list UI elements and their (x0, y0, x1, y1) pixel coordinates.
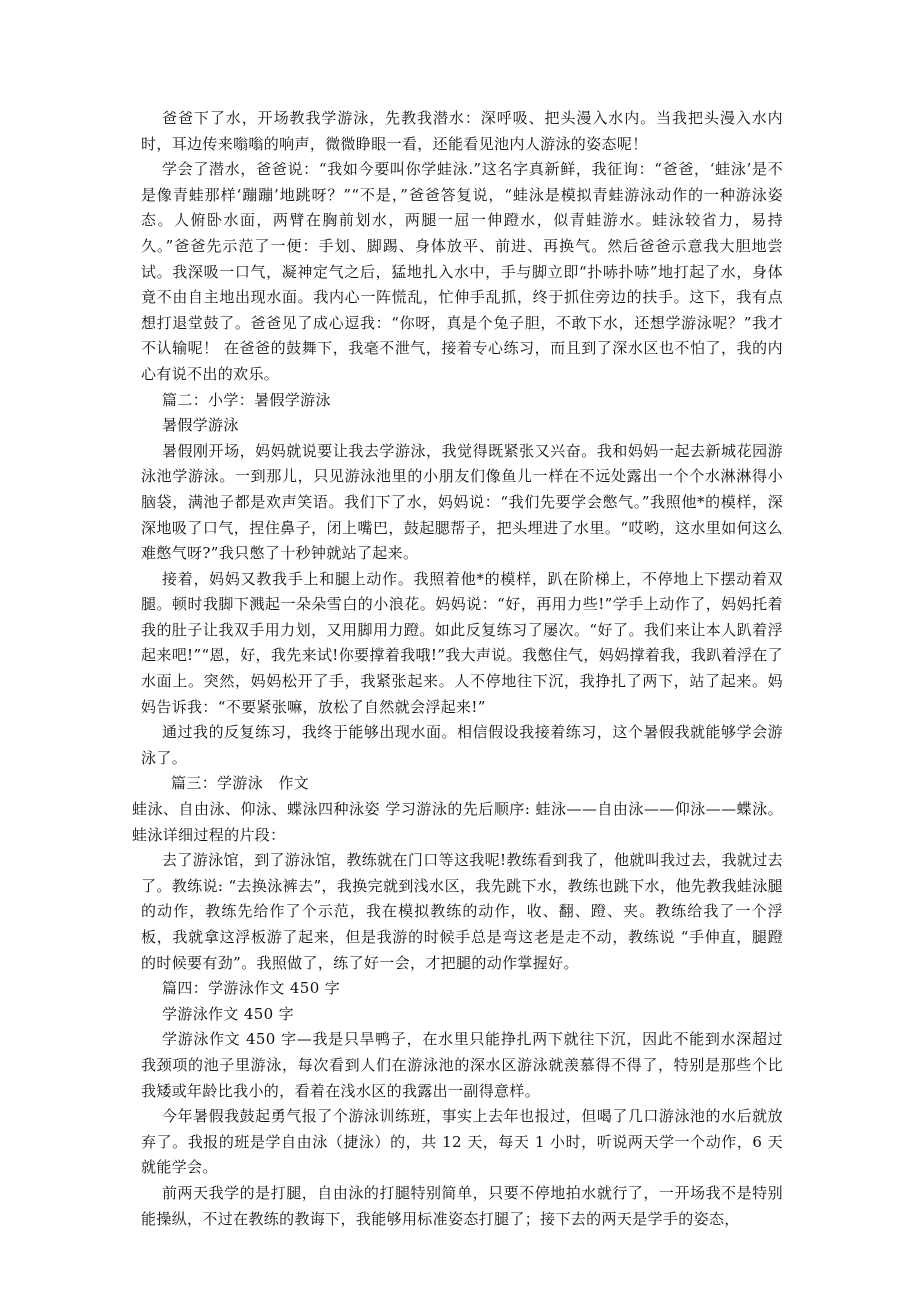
paragraph-training-class: 今年暑假我鼓起勇气报了个游泳训练班，事实上去年也报过，但喝了几口游泳池的水后就放弃了。我报的班是学自由泳（捷泳）的，共 12 天，每天 1 小时，听说两天学一个动作，6 天就能学会。 (141, 1107, 783, 1177)
paragraph-conclusion: 通过我的反复练习，我终于能够出现水面。相信假设我接着练习，这个暑假我就能够学会游泳了。 (141, 723, 783, 767)
section-heading-part-four: 篇四：学游泳作文 450 字 (162, 979, 341, 998)
section-heading-part-three: 篇三：学游泳 作文 (171, 774, 310, 793)
paragraph-swimming-hall: 去了游泳馆，到了游泳馆，教练就在门口等这我呢!教练看到我了，他就叫我过去，我就过去了。教练说: “去换泳裤去”，我换完就到浅水区，我先跳下水，教练也跳下水，他先教我蛙泳腿的动作，教练先给作了个示范，我在模拟教练的动作，收、翻、蹬、夹。教练给我了一个浮板，我就拿这浮板游了起来，但是我游的时候手总是弯这老是走不动，教练说 “手伸直，腿蹬的时候要有劲”。我照做了，练了好一会，才把腿的动作掌握好。 (141, 851, 783, 972)
paragraph-diving: 爸爸下了水，开场教我学游泳，先教我潜水：深呼吸、把头漫入水内。当我把头漫入水内时，耳边传来嗡嗡的响声，微微睁眼一看，还能看见池内人游泳的姿态呢！ (141, 109, 783, 153)
paragraph-kicking: 前两天我学的是打腿，自由泳的打腿特别简单，只要不停地拍水就行了，一开场我不是特别能操纵，不过在教练的教诲下，我能够用标准姿态打腿了；接下去的两天是学手的姿态， (141, 1183, 783, 1228)
article-title-part-four: 学游泳作文 450 字 (162, 1004, 295, 1023)
paragraph-hand-leg-moves: 接着，妈妈又教我手上和腿上动作。我照着他*的模样，趴在阶梯上，不停地上下摆动着双腿。顿时我脚下溅起一朵朵雪白的小浪花。妈妈说：“好，再用力些!”学手上动作了，妈妈托着我的肚子让我双手用力划，又用脚用力蹬。如此反复练习了屡次。“好了。我们来让本人趴着浮起来吧!”“恩，好，我先来试!你要撑着我哦!”我大声说。我憋住气，妈妈撑着我，我趴着浮在了水面上。突然，妈妈松开了手，我紧张起来。人不停地往下沉，我挣扎了两下，站了起来。妈妈告诉我：“不要紧张嘛，放松了自然就会浮起来!” (141, 569, 783, 716)
paragraph-summer-start: 暑假刚开场，妈妈就说要让我去学游泳，我觉得既紧张又兴奋。我和妈妈一起去新城花园游泳池学游泳。一到那儿，只见游泳池里的小朋友们像鱼儿一样在不远处露出一个个水淋淋得小脑袋，满池子都是欢声笑语。我们下了水，妈妈说：“我们先要学会憋气。”我照他*的模样，深深地吸了口气，捏住鼻子，闭上嘴巴，鼓起腮帮子，把头埋进了水里。“哎哟，这水里如何这么难憋气呀?”我只憋了十秒钟就站了起来。 (141, 441, 783, 563)
paragraph-breaststroke: 学会了潜水，爸爸说：“我如今要叫你学蛙泳.”这名字真新鲜，我征询：“爸爸，‘蛙泳’是不是像青蛙那样‘蹦蹦’地跳呀？”“不是，”爸爸答复说，“蛙泳是模拟青蛙游泳动作的一种游泳姿态。人俯卧水面，两臂在胸前划水，两腿一屈一伸蹬水，似青蛙游水。蛙泳较省力，易持久。”爸爸先示范了一便：手划、脚踢、身体放平、前进、再换气。然后爸爸示意我大胆地尝试。我深吸一口气，凝神定气之后，猛地扎入水中，手与脚立即“扑哧扑哧”地打起了水，身体竟不由自主地出现水面。我内心一阵慌乱，忙伸手乱抓，终于抓住旁边的扶手。这下，我有点想打退堂鼓了。爸爸见了成心逗我：“你呀，真是个兔子胆，不敢下水，还想学游泳呢？”我才不认输呢！ 在爸爸的鼓舞下，我毫不泄气，接着专心练习，而且到了深水区也不怕了，我的内心有说不出的欢乐。 (141, 160, 783, 383)
section-heading-part-two: 篇二：小学：暑假学游泳 (162, 390, 331, 409)
paragraph-stroke-order: 蛙泳、自由泳、仰泳、蝶泳四种泳姿 学习游泳的先后顺序: 蛙泳——自由泳——仰泳——蝶泳。蛙泳详细过程的片段： (132, 800, 783, 844)
document-body (132, 106, 783, 1232)
paragraph-landlubber: 学游泳作文 450 字—我是只旱鸭子，在水里只能挣扎两下就往下沉，因此不能到水深超过我颈项的池子里游泳，每次看到人们在游泳池的深水区游泳就羡慕得不得了，特别是那些个比我矮或年龄比我小的，看着在浅水区的我露出一副得意样。 (141, 1030, 783, 1100)
article-title-part-two: 暑假学游泳 (162, 416, 239, 435)
